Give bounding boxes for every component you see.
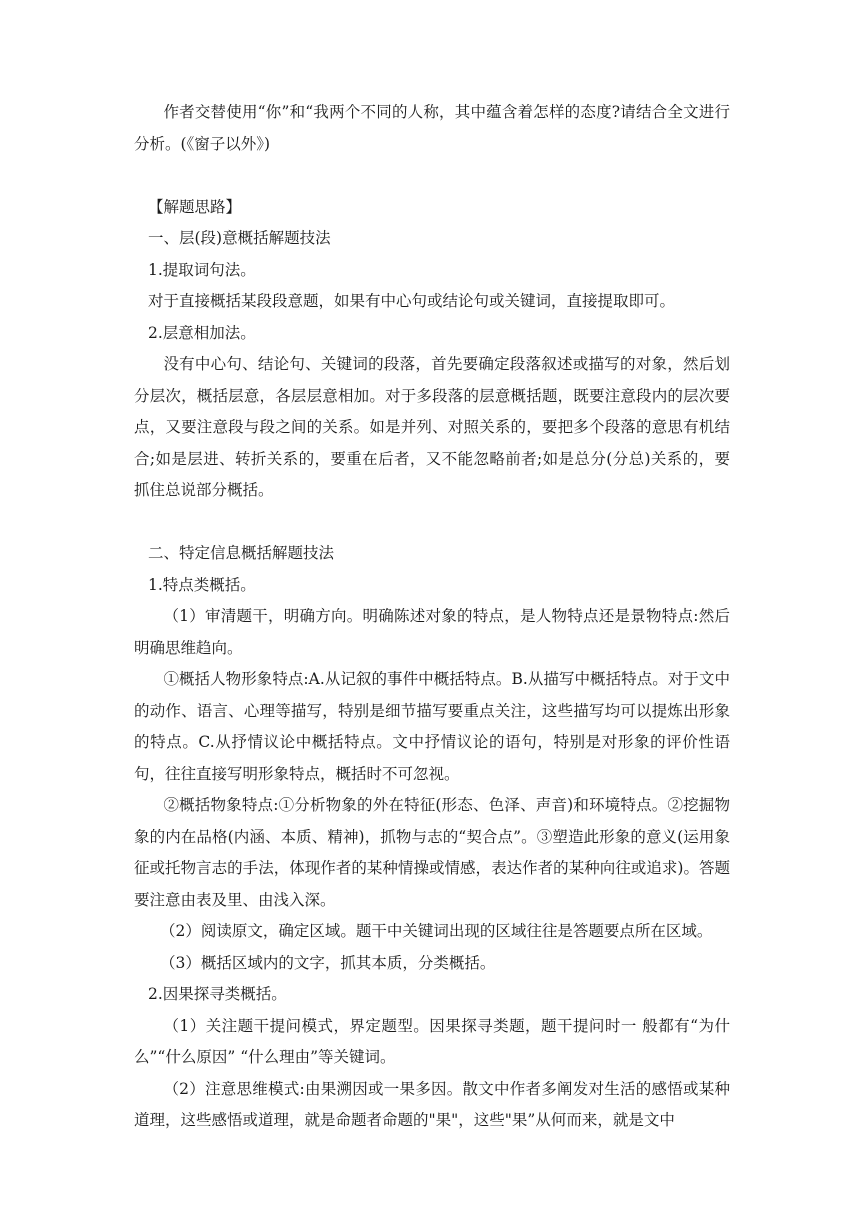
section2-item2-title: 2.因果探寻类概括。 xyxy=(148,985,287,1003)
section1-title: 一、层(段)意概括解题技法 xyxy=(148,229,331,247)
section2-item1-point1: ①概括人物形象特点:A.从记叙的事件中概括特点。B.从描写中概括特点。对于文中的动作、语言、心理等描写，特别是细节描写要重点关注，这些描写均可以提炼出形象的特点。C.从抒情议论中概括特点。文中抒情议论的语句，特别是对形象的评价性语句，往往直接写明形象特点，概括时不可忽视。 xyxy=(134,670,730,783)
section1-item2-text: 没有中心句、结论句、关键词的段落，首先要确定段落叙述或描写的对象，然后划分层次，概括层意，各层层意相加。对于多段落的层意概括题，既要注意段内的层次要点，又要注意段与段之间的关系。如是并列、对照关系的，要把多个段落的意思有机结合;如是层进、转折关系的，要重在后者，又不能忽略前者;如是总分(分总)关系的，要抓住总说部分概括。 xyxy=(134,355,730,499)
section2-item2-step1: （1）关注题干提问模式，界定题型。因果探寻类题，题干提问时一 般都有“为什么”“什么原因” “什么理由”等关键词。 xyxy=(134,1016,730,1066)
section-heading: 【解题思路】 xyxy=(148,197,242,216)
section1-item2-title: 2.层意相加法。 xyxy=(148,323,256,342)
section2-title: 二、特定信息概括解题技法 xyxy=(148,544,335,562)
section2-item1-title: 1.特点类概括。 xyxy=(148,575,256,594)
section1-item1-text: 对于直接概括某段段意题，如果有中心句或结论句或关键词，直接提取即可。 xyxy=(148,292,676,310)
section2-item1-step2: （2）阅读原文，确定区域。题干中关键词出现的区域往往是答题要点所在区域。 xyxy=(160,922,713,940)
section2-item2-step2: （2）注意思维模式:由果溯因或一果多因。散文中作者多阐发对生活的感悟或某种道理，这些感悟或道理，就是命题者命题的"果"，这些"果”从何而来，就是文中 xyxy=(134,1079,730,1129)
section2-item1-step1: （1）审清题干，明确方向。明确陈述对象的特点，是人物特点还是景物特点:然后明确思维趋向。 xyxy=(134,607,730,657)
section1-item1-title: 1.提取词句法。 xyxy=(148,260,256,279)
section2-item1-step3: （3）概括区域内的文字，抓其本质，分类概括。 xyxy=(160,953,496,972)
question-paragraph: 作者交替使用“你”和“我两个不同的人称，其中蕴含着怎样的态度?请结合全文进行分析。(《窗子以外》) xyxy=(134,103,730,153)
spacer xyxy=(134,160,730,192)
section2-item1-point2: ②概括物象特点:①分析物象的外在特征(形态、色泽、声音)和环境特点。②挖掘物象的内在品格(内涵、本质、精神)，抓物与志的“契合点”。③塑造此形象的意义(运用象征或托物言志的手法，体现作者的某种情操或情感，表达作者的某种向往或追求)。答题要注意由表及里、由浅入深。 xyxy=(134,796,730,909)
document-body xyxy=(134,97,730,1137)
spacer xyxy=(134,507,730,539)
